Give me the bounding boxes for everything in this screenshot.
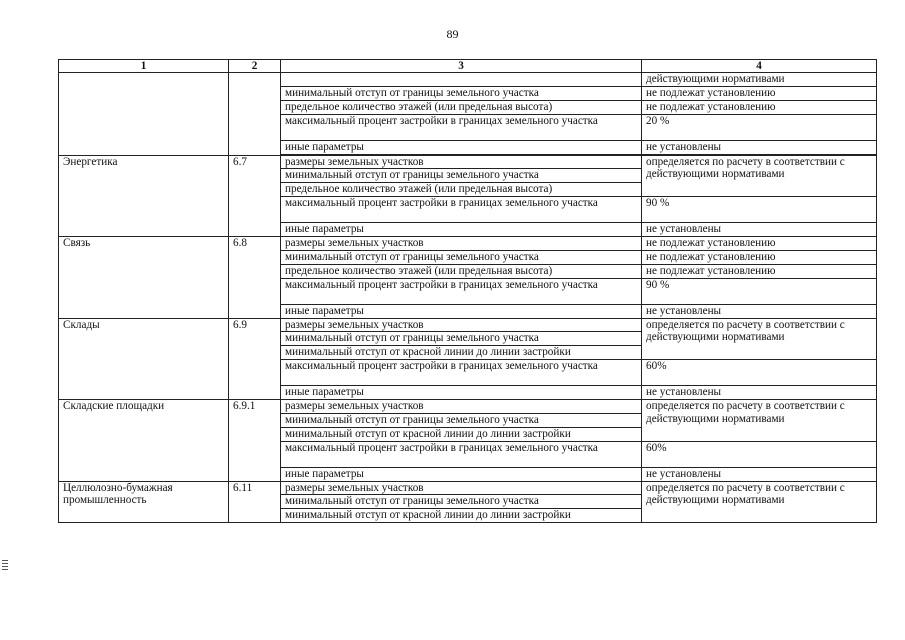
value-cell: не установлены bbox=[642, 140, 877, 154]
value-cell: не подлежат установлению bbox=[642, 86, 877, 100]
use-cell: Связь bbox=[59, 237, 229, 319]
param-cell: иные параметры bbox=[281, 223, 642, 237]
param-cell: минимальный отступ от границы земельного участка bbox=[281, 495, 642, 509]
header-col-2: 2 bbox=[229, 60, 281, 73]
param-cell: минимальный отступ от красной линии до линии застройки bbox=[281, 346, 642, 360]
param-cell: минимальный отступ от красной линии до линии застройки bbox=[281, 427, 642, 441]
value-cell: не подлежат установлению bbox=[642, 100, 877, 114]
param-cell: иные параметры bbox=[281, 467, 642, 481]
table-row bbox=[59, 237, 877, 251]
param-cell: предельное количество этажей (или предельная высота) bbox=[281, 183, 642, 197]
param-cell: размеры земельных участков bbox=[281, 481, 642, 495]
value-cell: не подлежат установлению bbox=[642, 237, 877, 251]
param-cell: иные параметры bbox=[281, 386, 642, 400]
use-cell: Склады bbox=[59, 318, 229, 400]
value-cell: не установлены bbox=[642, 386, 877, 400]
use-cell: Энергетика bbox=[59, 155, 229, 237]
table-row bbox=[59, 155, 877, 169]
param-cell: максимальный процент застройки в границах земельного участка bbox=[281, 197, 642, 223]
header-col-3: 3 bbox=[281, 60, 642, 73]
param-cell: размеры земельных участков bbox=[281, 237, 642, 251]
regulations-table bbox=[58, 59, 877, 523]
table-row bbox=[59, 481, 877, 495]
page-number: 89 bbox=[446, 27, 459, 41]
value-cell: 90 % bbox=[642, 278, 877, 304]
value-cell: не установлены bbox=[642, 223, 877, 237]
value-cell: не установлены bbox=[642, 467, 877, 481]
binding-mark bbox=[2, 560, 8, 572]
param-cell: максимальный процент застройки в границах земельного участка bbox=[281, 441, 642, 467]
value-cell: 60% bbox=[642, 360, 877, 386]
param-cell: минимальный отступ от красной линии до линии застройки bbox=[281, 509, 642, 523]
code-cell: 6.9 bbox=[229, 318, 281, 400]
code-cell: 6.9.1 bbox=[229, 400, 281, 482]
value-cell: не подлежат установлению bbox=[642, 250, 877, 264]
param-cell: максимальный процент застройки в границах земельного участка bbox=[281, 360, 642, 386]
value-cell: 20 % bbox=[642, 114, 877, 140]
code-cell: 6.11 bbox=[229, 481, 281, 523]
param-cell: размеры земельных участков bbox=[281, 155, 642, 169]
value-cell: 60% bbox=[642, 441, 877, 467]
value-cell: определяется по расчету в соответствии с действующими нормативами bbox=[642, 155, 877, 197]
param-cell: иные параметры bbox=[281, 140, 642, 154]
code-cell: 6.8 bbox=[229, 237, 281, 319]
param-cell: максимальный процент застройки в границах земельного участка bbox=[281, 114, 642, 140]
value-cell: определяется по расчету в соответствии с действующими нормативами bbox=[642, 481, 877, 523]
use-cell: Складские площадки bbox=[59, 400, 229, 482]
value-cell: 90 % bbox=[642, 197, 877, 223]
param-cell: минимальный отступ от границы земельного участка bbox=[281, 169, 642, 183]
header-row bbox=[59, 60, 877, 73]
param-cell: минимальный отступ от границы земельного участка bbox=[281, 413, 642, 427]
value-cell: определяется по расчету в соответствии с действующими нормативами bbox=[642, 400, 877, 442]
value-cell: не установлены bbox=[642, 304, 877, 318]
param-cell: минимальный отступ от границы земельного участка bbox=[281, 86, 642, 100]
value-cell: определяется по расчету в соответствии с действующими нормативами bbox=[642, 318, 877, 360]
param-cell: размеры земельных участков bbox=[281, 400, 642, 414]
table-row bbox=[59, 318, 877, 332]
code-cell: 6.7 bbox=[229, 155, 281, 237]
value-cell: не подлежат установлению bbox=[642, 264, 877, 278]
param-cell bbox=[281, 73, 642, 87]
param-cell: максимальный процент застройки в границах земельного участка bbox=[281, 278, 642, 304]
table-row bbox=[59, 400, 877, 414]
value-cell: действующими нормативами bbox=[642, 73, 877, 87]
use-cell bbox=[59, 73, 229, 156]
param-cell: предельное количество этажей (или предельная высота) bbox=[281, 100, 642, 114]
use-cell: Целлюлозно-бумажная промышленность bbox=[59, 481, 229, 523]
param-cell: минимальный отступ от границы земельного участка bbox=[281, 250, 642, 264]
header-col-4: 4 bbox=[642, 60, 877, 73]
code-cell bbox=[229, 73, 281, 156]
header-col-1: 1 bbox=[59, 60, 229, 73]
param-cell: минимальный отступ от границы земельного участка bbox=[281, 332, 642, 346]
param-cell: предельное количество этажей (или предельная высота) bbox=[281, 264, 642, 278]
param-cell: размеры земельных участков bbox=[281, 318, 642, 332]
table-row bbox=[59, 73, 877, 87]
param-cell: иные параметры bbox=[281, 304, 642, 318]
